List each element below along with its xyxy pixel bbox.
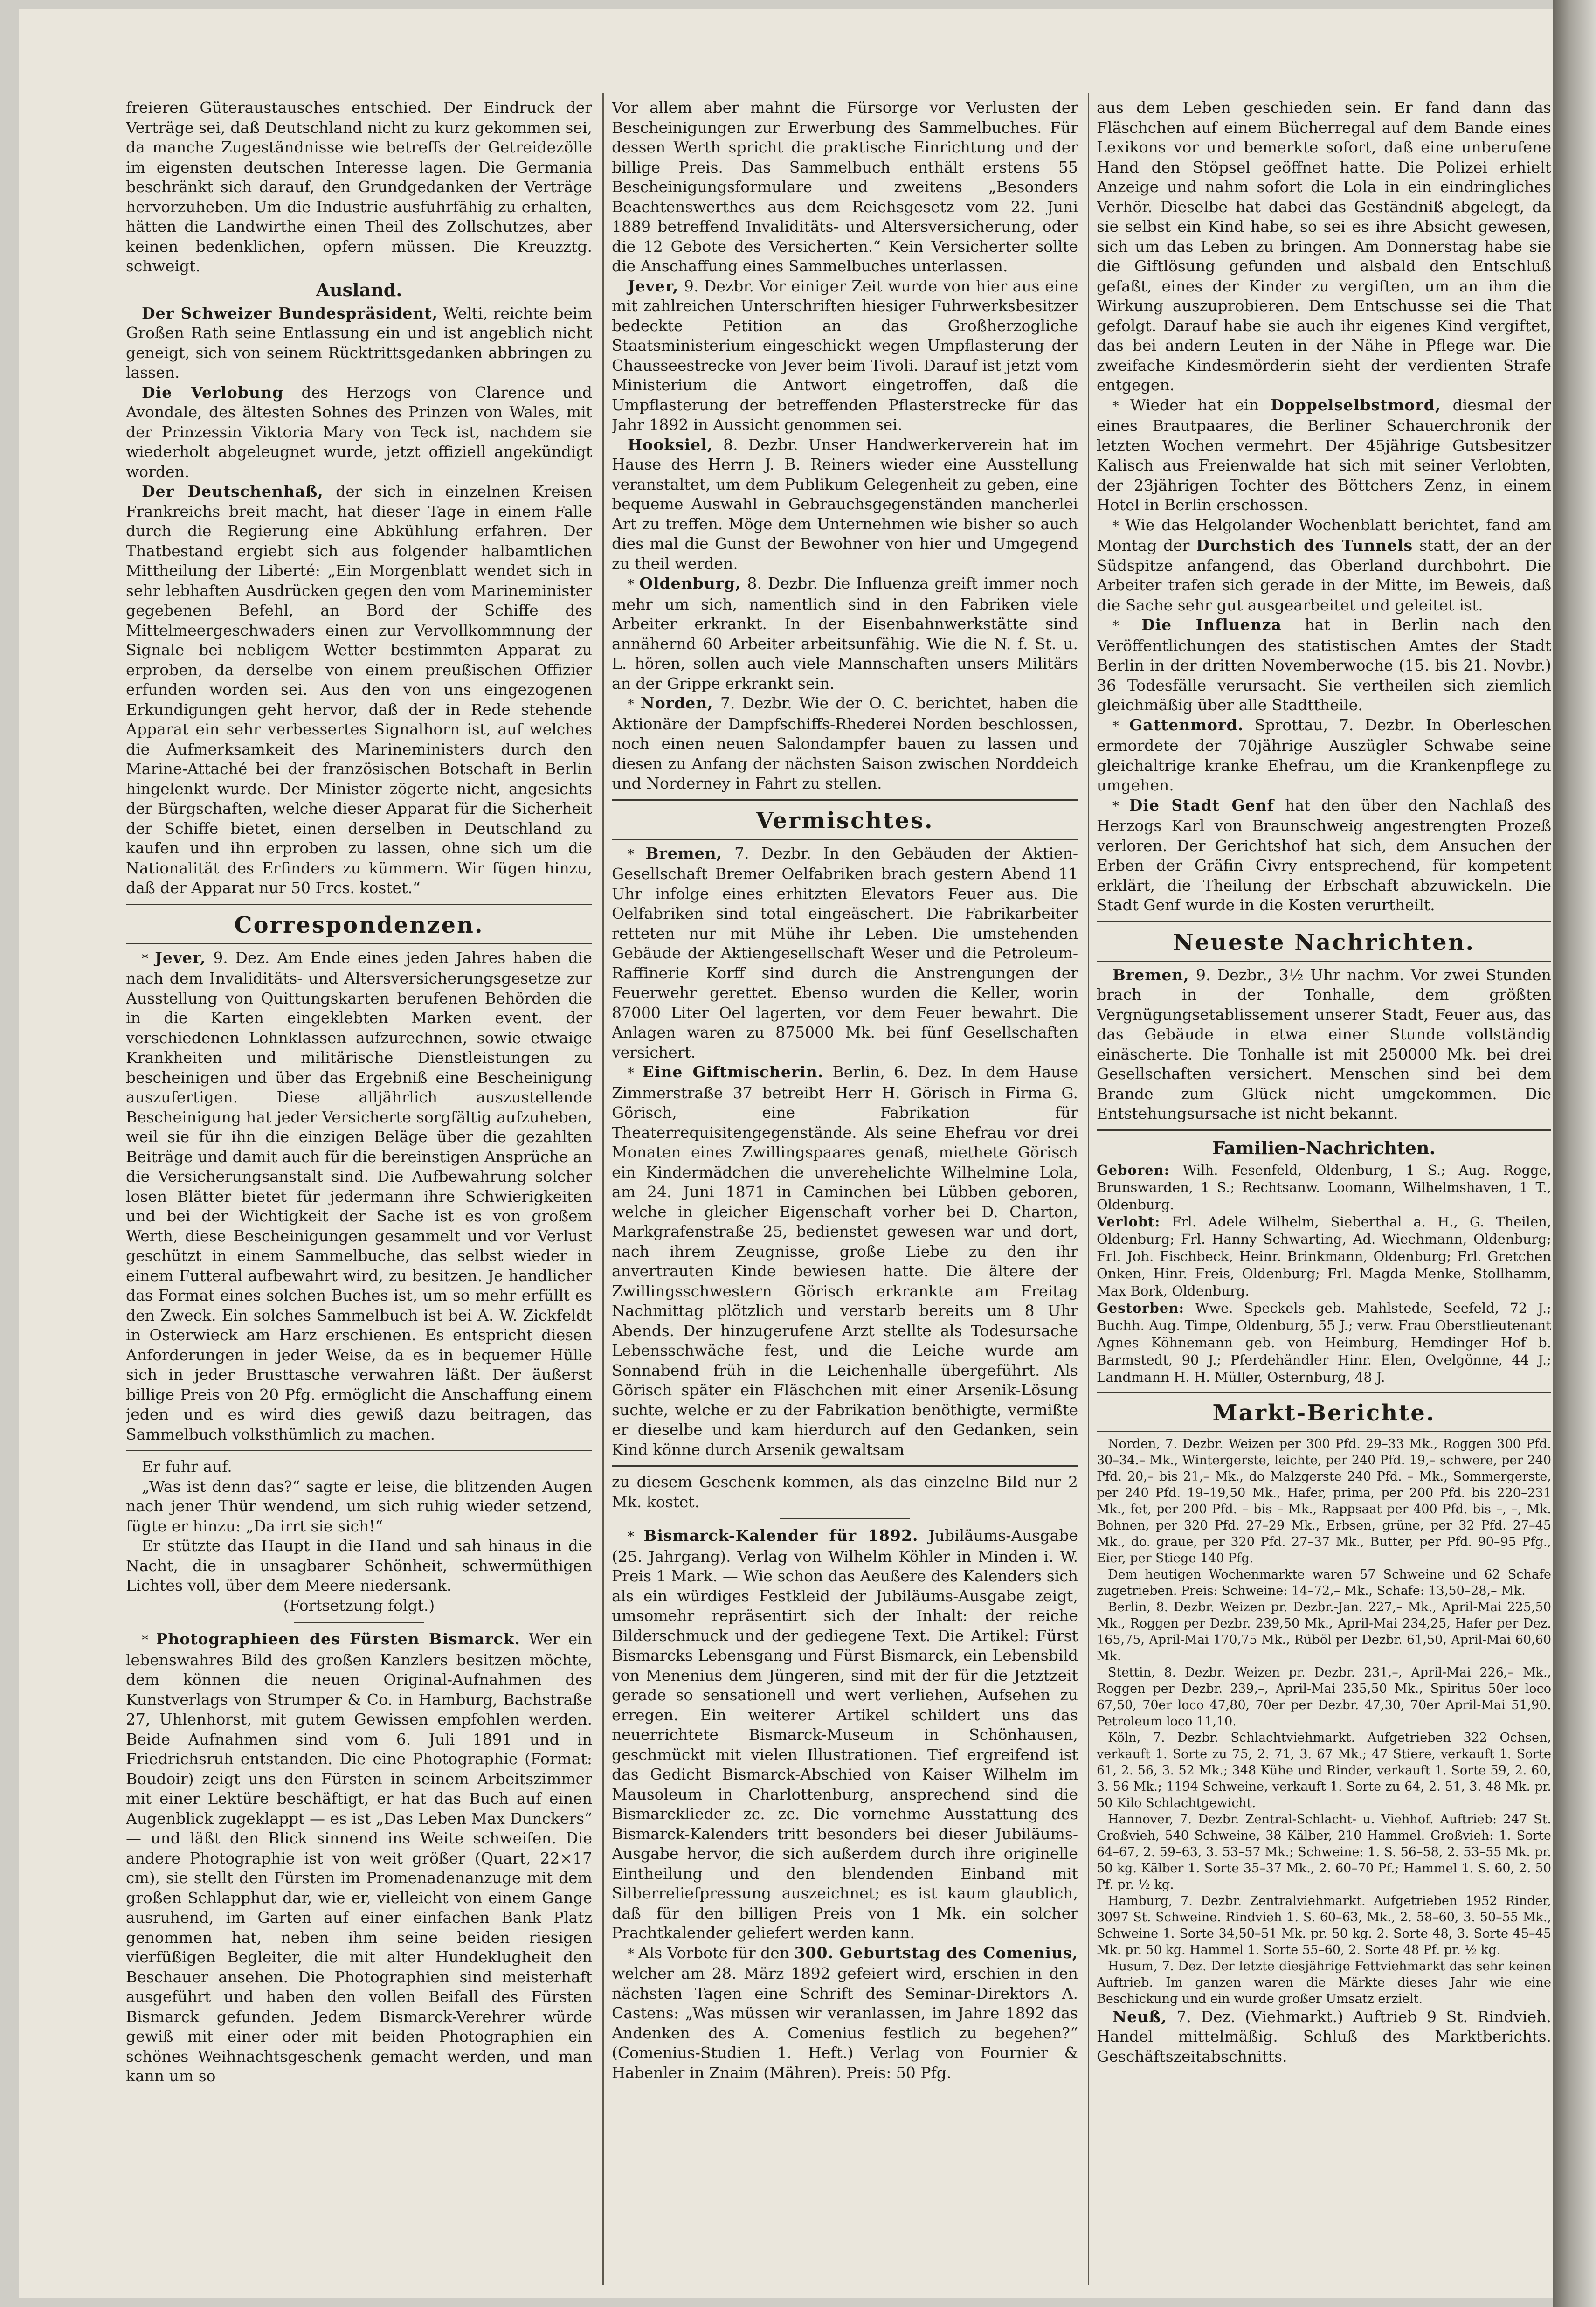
page-edge-shadow [1553,0,1596,2307]
market-reports [1097,1436,1551,2007]
article-gattenmord: * Gattenmord. Sprottau, 7. Dezbr. In Oberleschen ermordete der 70jährige Auszügler Schwabe seine gleichaltrige kranke Ehefrau, um die Krankenpflege zu umgehen. [1097,715,1551,794]
newspaper-page [19,9,1553,2298]
short-rule [294,1622,424,1623]
keyword: Doppelselbstmord, [1271,395,1441,414]
section-divider [1097,921,1551,922]
notice-born: Geboren: Wilh. Fesenfeld, Oldenburg, 1 S.; Aug. Rogge, Brunswarden, 1 S.; Rechtsanw. Loomann, Wilhelmshaven, 1 T., Oldenburg. [1097,1162,1551,1212]
keyword: Gattenmord. [1129,715,1244,734]
article-helgoland-tunnel: * Wie das Helgolander Wochenblatt berichtet, fand am Montag der Durchstich des Tunnels statt, der an der Südspitze anfangend, das Oberland durchbohrt. Die Arbeiter trafen sich gerade in der Mitte, im Beweis, daß die Sache sehr gut ausgearbeitet und geleitet ist. [1097,515,1551,614]
article-comenius: * Als Vorbote für den 300. Geburtstag des Comenius, welcher am 28. März 1892 gefeiert wird, erschien in den nächsten Tagen eine Schrift des Seminar-Direktors A. Castens: „Was müssen wir veranlassen, im Jahre 1892 das Andenken des A. Comenius festlich zu begehen?“ (Comenius-Studien 1. Heft.) Verlag von Fournier & Habenler in Znaim (Mähren). Preis: 50 Pfg. [612,1943,1078,2082]
market-hamburg: Hamburg, 7. Dezbr. Zentralviehmarkt. Aufgetrieben 1952 Rinder, 3097 St. Schweine. Rindvieh 1. S. 60–63, Mk., 2. 58–60, 3. 50–55 Mk., Schweine 1. Sorte 34,50–51 Mk. pr. 50 kg. 2. Sorte 48, 3. Sorte 45–45 Mk. pr. 50 kg. Hammel 1. Sorte 55–60, 2. Sorte 48 Pf. pr. ½ kg. [1097,1893,1551,1957]
market-norden: Norden, 7. Dezbr. Weizen per 300 Pfd. 29–33 Mk., Roggen 300 Pfd. 30–34.– Mk., Wintergerste, leichte, per 240 Pfd. 19,– schwere, per 240 Pfd. 20,– bis 21,– Mk., do Malzgerste 240 Pfd. – Mk., Sommergerste, per 240 Pfd. 19–19,50 Mk., Hafer, prima, per 200 Pfd. bis 220–231 Mk., fet, per 200 Pfd. – bis – Mk., Rappsaat per 400 Pfd. bis –, –, Mk. Bohnen, per 320 Pfd. 27–29 Mk., Erbsen, grüne, per 32 Pfd. 27–45 Mk., do. graue, per 320 Pfd. 27–37 Mk., Butter, per Pfd. 90–95 Pfg., Eier, per Stiege 140 Pfg. [1097,1436,1551,1566]
keyword: Der Schweizer Bundespräsident, [142,304,438,322]
article-poisoner-cont: aus dem Leben geschieden sein. Er fand dann das Fläschchen auf einem Bücherregal auf dem Bande eines Lexikons vor und bemerkte sofort, daß eine unberufene Hand den Stöpsel geöffnet hatte. Die Polizei erhielt Anzeige und nahm sofort die Lola in ein eindringliches Verhör. Dieselbe hat dabei das Geständniß abgelegt, da sie selbst ein Kind habe, so sei es ihre Absicht gewesen, sich um das Leben zu bringen. Am Donnerstag habe sie die Giftlösung gefunden und alsbald den Entschluß gefaßt, eines der Kinder zu vergiften, um an ihm die Wirkung auszuprobieren. Dem Entschusse sei die That gefolgt. Darauf habe sie auch ihr eigenes Kind vergiftet, das bei andern Leuten in der Nähe in Pflege war. Die zweifache Kindesmörderin sieht der verdienten Strafe entgegen. [1097,98,1551,394]
article-bismarck-photos: * Photographieen des Fürsten Bismarck. Wer ein lebenswahres Bild des großen Kanzlers besitzen möchte, dem können die neuen Original-Aufnahmen des Kunstverlags von Strumper & Co. in Hamburg, Bachstraße 27, Uhlenhorst, mit gutem Gewissen empfohlen werden. Beide Aufnahmen sind vom 6. Juli 1891 und in Friedrichsruh entstanden. Die eine Photographie (Format: Boudoir) zeigt uns den Fürsten in seinem Arbeitszimmer mit einer Lektüre beschäftigt, er hat das Buch auf einen Augenblick zugeklappt — es ist „Das Leben Max Dunckers“ — und läßt den Blick sinnend ins Weite schweifen. Die andere Photographie ist von weit größer (Quart, 22×17 cm), sie stellt den Fürsten im Promenadenanzuge mit dem großen Schlapphut dar, wie er, vielleicht von einem Gange ausruhend, im Garten auf einer einfachen Bank Platz genommen hat, neben ihm seine beiden riesigen vierfüßigen Begleiter, die mit alter Hundeklugheit den Beschauer ansehen. Die Photographien sind meisterhaft ausgeführt und haben den vollen Beifall des Fürsten Bismarck gefunden. Jedem Bismarck-Verehrer würde gewiß mit einer oder mit beiden Photographien ein schönes Weihnachtsgeschenk gemacht werden, und man kann um so [126,1630,592,2085]
column-1 [126,98,592,2280]
keyword: Photographieen des Fürsten Bismarck. [156,1630,520,1648]
section-divider [612,839,1078,840]
article-engagement: Die Verlobung des Herzogs von Clarence und Avondale, des ältesten Sohnes des Prinzen von Wales, mit der Prinzessin Viktoria Mary von Teck ist, nachdem sie wiederholt abgeleugnet wurde, jetzt offiziell angekündigt worden. [126,383,592,481]
column-rule [1088,93,1089,2285]
section-divider [126,904,592,905]
article-swiss-president: Der Schweizer Bundespräsident, Welti, reichte beim Großen Rath seine Entlassung ein und ist angeblich nicht geneigt, sich von seinem Rücktrittsgedanken abbringen zu lassen. [126,304,592,381]
section-divider [1097,961,1551,962]
market-weekly: Dem heutigen Wochenmarkte waren 57 Schweine und 62 Schafe zugetrieben. Preis: Schweine: 14–72,– Mk., Schafe: 13,50–28,– Mk. [1097,1567,1551,1598]
notice-died: Gestorben: Wwe. Speckels geb. Mahlstede, Seefeld, 72 J.; Buchh. Aug. Timpe, Oldenburg, 55 J.; verw. Frau Oberstlieutenant Agnes Köhnemann geb. von Heimburg, Hemdinger Hof b. Barmstedt, 90 J.; Pferdehändler Hinr. Elen, Ovelgönne, 44 J.; Landmann H. H. Müller, Osternburg, 48 J. [1097,1300,1551,1385]
keyword: Oldenburg, [639,574,741,592]
keyword: Eine Giftmischerin. [642,1063,824,1081]
section-heading-ausland: Ausland. [316,279,402,300]
serial-line: „Was ist denn das?“ sagte er leise, die blitzenden Augen nach jener Thür wendend, um sich ruhig wieder setzend, fügte er hinzu: „Da irrt sie sich!“ [126,1477,592,1535]
article-norden-steamer: * Norden, 7. Dezbr. Wie der O. C. berichtet, haben die Aktionäre der Dampfschiffs-Rhederei Norden beschlossen, noch einen neuen Salondampfer bauen zu lassen und diesen zu Anfang der nächsten Saison zwischen Norddeich und Norderney in Fahrt zu stellen. [612,694,1078,792]
section-divider [1097,1392,1551,1393]
article-trade-treaties: freieren Güteraustausches entschied. Der Eindruck der Verträge sei, daß Deutschland nicht zu kurz gekommen sei, da manche Zugeständnisse wie betreffs der Getreidezölle im eigensten deutschen Interesse lagen. Die Germania beschränkt sich darauf, den Grundgedanken der Verträge hervorzuheben. Um die Industrie ausfuhrfähig zu erhalten, hätten die Landwirthe einen Theil des Zollschutzes, aber keinen bedenklichen, opfern müssen. Die Kreuzztg. schweigt. [126,98,592,275]
keyword: Jever, [155,948,206,967]
section-heading-vermischtes: Vermischtes. [756,807,934,834]
column-3 [1097,98,1551,2280]
section-divider [126,943,592,944]
article-poisoner: * Eine Giftmischerin. Berlin, 6. Dez. In dem Hause Zimmerstraße 37 betreibt Herr H. Görisch in Firma G. Görisch, eine Fabrikation für Theaterrequisitengegenstände. Als seine Ehefrau vor drei Monaten eines Zwillingspaares genaß, miethete Görisch ein Kindermädchen die unverehelichte Wilhelmine Lola, am 24. Juni 1871 in Caminchen bei Lübben geboren, welche in gleicher Eigenschaft vorher bei D. Charton, Markgrafenstraße 25, bedienstet gewesen war und dort, nach ihrem Zeugnisse, große Liebe zu den ihr anvertrauten Kinde bewiesen hatte. Die ältere der Zwillingsschwestern Görisch erkrankte am Freitag Nachmittag plötzlich und verstarb bereits um 8 Uhr Abends. Der hinzugerufene Arzt stellte als Todesursache Lebensschwäche fest, und die Leiche wurde am Sonnabend früh in die Leichenhalle übergeführt. Als Görisch später ein Fläschchen mit einer Arsenik-Lösung suchte, welche er zu der Fabrikation benöthigte, vermißte er dieselbe und kam hierdurch auf den Gedanken, sein Kind könne durch Arsenik gewaltsam [612,1063,1078,1459]
market-berlin: Berlin, 8. Dezbr. Weizen pr. Dezbr.-Jan. 227,– Mk., April-Mai 225,50 Mk., Roggen per Dezbr. 239,50 Mk., April-Mai 234,25, Hafer per Dez. 165,75, April-Mai 170,75 Mk., Rüböl per Dezbr. 61,50, April-Mai 60,60 Mk. [1097,1600,1551,1663]
keyword: Die Influenza [1141,616,1282,634]
article-double-suicide: * Wieder hat ein Doppelselbstmord, diesmal der eines Brautpaares, die Berliner Schauerchronik der letzten Wochen vermehrt. Der 45jährige Gutsbesitzer Kalisch aus Freienwalde hat sich mit seiner Verlobten, der 23jährigen Tochter des Böttchers Zenz, in einem Hotel in Berlin erschossen. [1097,395,1551,514]
keyword: Der Deutschenhaß, [142,482,324,500]
market-husum: Husum, 7. Dez. Der letzte diesjährige Fettviehmarkt das sehr keinen Auftrieb. Im ganzen waren die Märkte dieses Jahr wie eine Beschickung und ein wurde großer Umsatz erzielt. [1097,1959,1551,2006]
keyword: Hooksiel, [628,435,713,454]
market-neuss: Neuß, 7. Dez. (Viehmarkt.) Auftrieb 9 St. Rindvieh. Handel mittelmäßig. Schluß des Marktberichts. Geschäftszeitabschnitts. [1097,2007,1551,2065]
serial-line: Er fuhr auf. [142,1457,232,1476]
keyword: Bremen, [645,844,723,862]
column-2 [612,98,1078,2280]
section-divider [1097,1431,1551,1432]
section-divider [1097,1129,1551,1131]
section-divider [612,799,1078,801]
article-bismarck-photos-cont: zu diesem Geschenk kommen, als das einzelne Bild nur 2 Mk. kostet. [612,1473,1078,1511]
keyword: Norden, [640,694,713,712]
article-hooksiel: Hooksiel, 8. Dezbr. Unser Handwerkerverein hat im Hause des Herrn J. B. Reiners wieder eine Ausstellung veranstaltet, um dem Publikum Gelegenheit zu geben, eine bequeme Auswahl in Gebrauchsgegenständen mancherlei Art zu treffen. Möge dem Unternehmen wie bisher so auch dies mal die Gunst der Bewohner von hier und Umgegend zu theil werden. [612,435,1078,573]
section-heading-correspondenzen: Correspondenzen. [234,912,484,938]
keyword: Bremen, [1112,965,1189,984]
keyword: Die Stadt Genf [1129,796,1274,814]
article-bismarck-calendar: * Bismarck-Kalender für 1892. Jubiläums-Ausgabe (25. Jahrgang). Verlag von Wilhelm Köhler in Minden i. W. Preis 1 Mark. — Wie schon das Aeußere des Kalenders sich als ein würdiges Festkleid der Jubiläums-Ausgabe zeigt, umsomehr repräsentirt sich der Inhalt: der reiche Bilderschmuck und der gediegene Text. Die Artikel: Fürst Bismarcks Lebensgang und Fürst Bismarck, ein Lebensbild von Menenius dem Jüngeren, sind mit der für die Jetztzeit gerade so sensationell und wert verliehen, Aufsehen zu erregen. Ein weiterer Artikel schildert uns das neuerrichtete Bismarck-Museum in Schönhausen, geschmückt mit vielen Illustrationen. Tief ergreifend ist das Gedicht Bismarck-Abschied von Kaiser Wilhelm im Mausoleum in Charlottenburg, ansprechend sind die Bismarcklieder zc. zc. Die vornehme Ausstattung des Bismarck-Kalenders tritt besonders bei dieser Jubiläums-Ausgabe hervor, die sich außerdem durch ihre originelle Eintheilung und den blendenden Einband mit Silberreliefpressung auszeichnet; es ist kaum glaublich, daß für den billigen Preis von 1 Mk. ein solcher Prachtkalender geliefert werden kann. [612,1526,1078,1942]
article-berlin-influenza: * Die Influenza hat in Berlin nach den Veröffentlichungen des statistischen Amtes der Stadt Berlin in der dritten Novemberwoche (15. bis 21. Novbr.) 36 Todesfälle verursacht. Sie vertheilen sich ziemlich gleichmäßig über alle Stadttheile. [1097,616,1551,714]
market-koeln: Köln, 7. Dezbr. Schlachtviehmarkt. Aufgetrieben 322 Ochsen, verkauft 1. Sorte zu 75, 2. 71, 3. 67 Mk.; 47 Stiere, verkauft 1. Sorte 61, 2. 56, 3. 52 Mk.; 348 Kühe und Rinder, verkauft 1. Sorte 59, 2. 60, 3. 56 Mk.; 1194 Schweine, verkauft 1. Sorte zu 64, 2. 51, 3. 48 Mk. pr. 50 Kilo Schlachtgewicht. [1097,1730,1551,1810]
family-notices [1097,1162,1551,1386]
article-bremen-fire: * Bremen, 7. Dezbr. In den Gebäuden der Aktien-Gesellschaft Bremer Oelfabriken brach gestern Abend 11 Uhr infolge eines erhitzten Elevators Feuer aus. Die Oelfabriken sind total eingeäschert. Die Fabrikarbeiter retteten nur mit Mühe ihr Leben. Die umstehenden Gebäude der Aktiengesellschaft Weser und die Petroleum-Raffinerie Korff sind durch die Anstrengungen der Feuerwehr gerettet. Ebenso wurden die Keller, worin 87000 Liter Oel lagerten, vor dem Feuer bewahrt. Die Anlagen waren zu 875000 Mk. bei fünf Gesellschaften versichert. [612,844,1078,1061]
section-divider [126,1450,592,1451]
column-rule [602,93,604,2285]
article-jever-paving: Jever, 9. Dezbr. Vor einiger Zeit wurde von hier aus eine mit zahlreichen Unterschriften hiesiger Fuhrwerksbesitzer bedeckte Petition an das Großherzogliche Staatsministerium eingeschickt wegen Umpflasterung der Chausseestrecke von Jever beim Tivoli. Darauf ist jetzt vom Ministerium die Antwort eingetroffen, daß die Umpflasterung der betreffenden Pflasterstrecke für das Jahr 1892 in Aussicht genommen sei. [612,277,1078,434]
article-oldenburg-influenza: * Oldenburg, 8. Dezbr. Die Influenza greift immer noch mehr um sich, namentlich sind in den Fabriken viele Arbeiter erkrankt. In der Eisenbahnwerkstätte sind annähernd 60 Arbeiter arbeitsunfähig. Wie die N. f. St. u. L. hören, sollen auch viele Mannschaften unsers Militärs an der Grippe erkrankt sein. [612,574,1078,693]
short-rule [780,1518,910,1519]
section-divider [612,1465,1078,1467]
article-tonhalle-fire: Bremen, 9. Dezbr., 3½ Uhr nachm. Vor zwei Stunden brach in der Tonhalle, dem größten Vergnügungsetablissement unserer Stadt, Feuer aus, das das Gebäude in etwa einer Stunde vollständig einäscherte. Die Tonhalle ist mit 250000 Mk. bei drei Gesellschaften versichert. Menschen sind bei dem Brande zum Glück nicht umgekommen. Die Entstehungsursache ist nicht bekannt. [1097,965,1551,1122]
market-stettin: Stettin, 8. Dezbr. Weizen pr. Dezbr. 231,–, April-Mai 226,– Mk., Roggen per Dezbr. 239,–, April-Mai 235,50 Mk., Spiritus 50er loco 67,50, 70er loco 47,80, 70er per Dezbr. 47,30, 70er April-Mai 51,90. Petroleum loco 11,10. [1097,1665,1551,1729]
notice-engaged: Verlobt: Frl. Adele Wilhelm, Sieberthal a. H., G. Theilen, Oldenburg; Frl. Hanny Schwarting, Ad. Wiechmann, Oldenburg; Frl. Joh. Fischbeck, Heinr. Brinkmann, Oldenburg; Frl. Gretchen Onken, Hinr. Freis, Oldenburg; Frl. Magda Menke, Stollhamm, Max Bork, Oldenburg. [1097,1213,1551,1299]
section-heading-neueste-nachrichten: Neueste Nachrichten. [1173,929,1475,956]
keyword: Jever, [628,277,679,295]
article-geneva: * Die Stadt Genf hat den über den Nachlaß des Herzogs Karl von Braunschweig angestrengten Prozeß verloren. Der Gerichtshof hat sich, dem Ansuchen der Erben der Gräfin Civry entsprechend, für kompetent erklärt, die Theilung der Erbschaft abzuwickeln. Die Stadt Genf wurde in die Kosten verurtheilt. [1097,796,1551,914]
article-sammelbuch-cont: Vor allem aber mahnt die Fürsorge vor Verlusten der Bescheinigungen zur Erwerbung des Sammelbuches. Für dessen Werth spricht die praktische Einrichtung und der billige Preis. Das Sammelbuch enthält erstens 55 Bescheinigungsformulare und zweitens „Besonders Beachtenswerthes aus dem Reichsgesetz vom 22. Juni 1889 betreffend Invaliditäts- und Altersversicherung, oder die 12 Gebote des Versicherten.“ Kein Versicherter sollte die Anschaffung eines Sammelbuches unterlassen. [612,98,1078,275]
article-jever-insurance: * Jever, 9. Dez. Am Ende eines jeden Jahres haben die nach dem Invaliditäts- und Altersversicherungsgesetze zur Ausstellung von Quittungskarten berufenen Behörden die in die Karten eingeklebten Marken event. der verschiedenen Lohnklassen aufzurechnen, sowie etwaige Krankheiten und militärische Dienstleistungen zu bescheinigen und über das Ergebniß eine Bescheinigung auszufertigen. Diese alljährlich auszustellende Bescheinigung hat jeder Versicherte sorgfältig aufzuheben, weil sie für ihn die einzigen Beläge über die gezahlten Beiträge und damit auch für die bereinstigen Ansprüche an die Versicherungsanstalt sind. Die Aufbewahrung solcher losen Blätter bietet für jedermann ihre Schwierigkeiten und bei der Wichtigkeit der Sache ist es von großem Werth, diese Bescheinigungen gesammelt und vor Verlust geschützt in einem Sammelbuche, das selbst wieder in einem Futteral aufbewahrt wird, zu besitzen. Je handlicher das Format eines solchen Buches ist, um so mehr erfüllt es den Zweck. Ein solches Sammelbuch ist bei A. W. Zickfeldt in Osterwieck am Harz erschienen. Es entspricht diesen Anforderungen in jeder Weise, da es in bequemer Hülle sich in jeder Brusttasche verwahren läßt. Der äußerst billige Preis von 20 Pfg. ermöglicht die Anschaffung einem jeden und es wird dies gewiß dazu beitragen, das Sammelbuch volksthümlich zu machen. [126,948,592,1443]
serial-continuation: (Fortsetzung folgt.) [283,1596,435,1614]
keyword: Die Verlobung [142,383,284,402]
keyword: Durchstich des Tunnels [1196,536,1413,554]
serial-line: Er stützte das Haupt in die Hand und sah hinaus in die Nacht, die in unsagbarer Schönheit, schwermüthigen Lichtes voll, über dem Meere niedersank. [126,1537,592,1594]
keyword: Bismarck-Kalender für 1892. [643,1526,919,1545]
keyword: 300. Geburtstag des Comenius, [794,1943,1078,1962]
section-heading-markt-berichte: Markt-Berichte. [1212,1399,1436,1426]
market-hannover: Hannover, 7. Dezbr. Zentral-Schlacht- u. Viehhof. Auftrieb: 247 St. Großvieh, 540 Schweine, 38 Kälber, 210 Hammel. Großvieh: 1. Sorte 64–67, 2. 59–63, 3. 53–57 Mk.; Schweine: 1. S. 56–58, 2. 53–55 Mk. pr. 50 kg. Kälber 1. Sorte 35–37 Mk., 2. 60–70 Pf.; Hammel 1. S. 60, 2. 50 Pf. pr. ½ kg. [1097,1812,1551,1892]
section-heading-familien-nachrichten: Familien-Nachrichten. [1212,1137,1436,1158]
article-deutschenhass: Der Deutschenhaß, der sich in einzelnen Kreisen Frankreichs breit macht, hat dieser Tage in einem Falle durch die Regierung eine Abkühlung erfahren. Der Thatbestand ergiebt sich aus folgender halbamtlichen Mittheilung der Liberté: „Ein Morgenblatt wendet sich in sehr lebhaften Ausdrücken gegen den vom Marineminister gegebenen Befehl, an Bord der Schiffe des Mittelmeergeschwaders einen zur Vervollkommnung der Signale bei nebligem Wetter bestimmten Apparat zu erproben, da derselbe von einem preußischen Offizier erfunden worden sei. Aus den von uns eingezogenen Erkundigungen geht hervor, daß der in Rede stehende Apparat ein sehr verbessertes Signalhorn ist, auf welches die Aufmerksamkeit des Marineministers durch den Marine-Attaché bei der französischen Botschaft in Berlin hingelenkt wurde. Der Minister zögerte nicht, angesichts der Bürgschaften, welche dieser Apparat für die Sicherheit der Schiffe bietet, einen derselben in Deutschland zu kaufen und ihn erproben zu lassen, ohne sich um die Nationalität des Erfinders zu kümmern. Wir fügen hinzu, daß der Apparat nur 50 Frcs. kostet.“ [126,482,592,897]
